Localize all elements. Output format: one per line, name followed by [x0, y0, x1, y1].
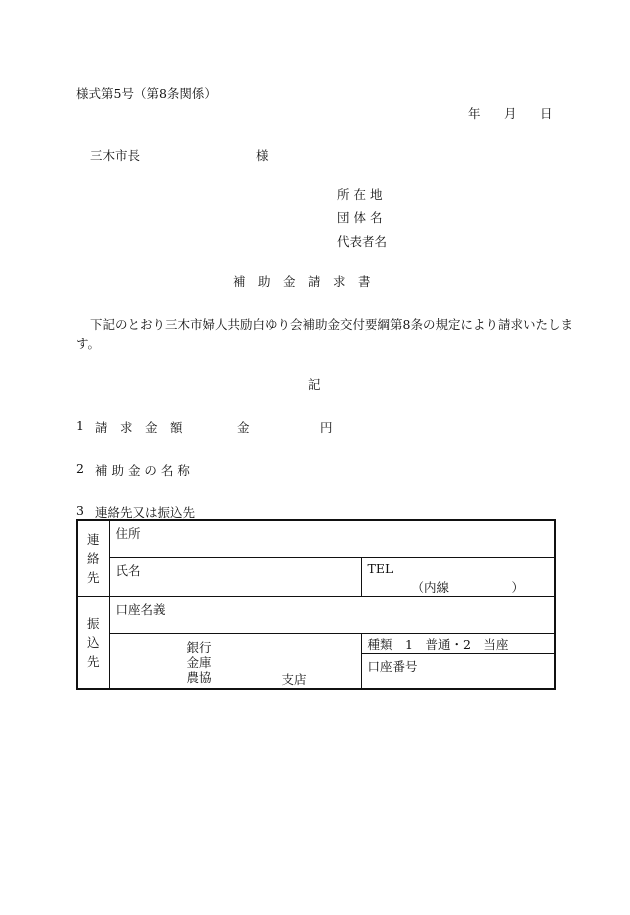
- item3-label: 連絡先又は振込先: [95, 505, 196, 520]
- date-month-label: 月: [504, 106, 517, 121]
- applicant-group-label: 団 体 名: [337, 210, 383, 225]
- extension-label: （内線 ）: [411, 579, 525, 595]
- account-name-label: 口座名義: [115, 601, 166, 617]
- name-label: 氏名: [115, 562, 141, 578]
- contact-transfer-table: [76, 519, 556, 690]
- form-number: 様式第5号（第8条関係）: [76, 86, 217, 101]
- date-day-label: 日: [540, 106, 553, 121]
- document-title: 補 助 金 請 求 書: [233, 274, 371, 289]
- item1-number: 1: [76, 418, 84, 433]
- contact-label-cell: [77, 520, 109, 596]
- nokyo-label: 農協: [186, 669, 212, 685]
- ki-label: 記: [308, 377, 321, 392]
- transfer-label: 振込先: [86, 615, 100, 669]
- bank-cell[interactable]: [109, 633, 361, 689]
- bank-label: 銀行: [186, 639, 212, 655]
- item1-kin: 金: [237, 420, 250, 435]
- body-text-line1: 下記のとおり三木市婦人共励白ゆり会補助金交付要綱第8条の規定により請求いたしま: [90, 317, 573, 332]
- tel-label: TEL: [367, 560, 394, 576]
- addressee-honorific: 様: [256, 148, 269, 163]
- transfer-label-cell: [77, 596, 109, 689]
- address-label: 住所: [115, 526, 141, 541]
- item2-label: 補 助 金 の 名 称: [95, 463, 190, 478]
- contact-label: 連絡先: [86, 531, 100, 585]
- account-name-cell[interactable]: [109, 596, 555, 633]
- account-type-label: 種類 1 普通・2 当座: [367, 636, 509, 652]
- applicant-address-label: 所 在 地: [337, 187, 383, 202]
- date-year-label: 年: [468, 106, 481, 121]
- item2-number: 2: [76, 461, 84, 476]
- account-type-cell[interactable]: [361, 633, 555, 653]
- applicant-representative-label: 代表者名: [337, 234, 388, 249]
- name-cell[interactable]: [109, 557, 361, 596]
- shinkin-label: 金庫: [186, 654, 212, 670]
- item3-number: 3: [76, 503, 84, 518]
- account-number-cell[interactable]: [361, 653, 555, 689]
- item1-label: 請 求 金 額: [95, 420, 183, 435]
- account-number-label: 口座番号: [367, 658, 418, 674]
- addressee-name: 三木市長: [90, 148, 141, 163]
- tel-cell[interactable]: [361, 557, 555, 596]
- body-text-line2: す。: [76, 336, 101, 351]
- item1-yen: 円: [320, 420, 333, 435]
- branch-label: 支店: [281, 671, 307, 687]
- address-cell[interactable]: [109, 520, 555, 557]
